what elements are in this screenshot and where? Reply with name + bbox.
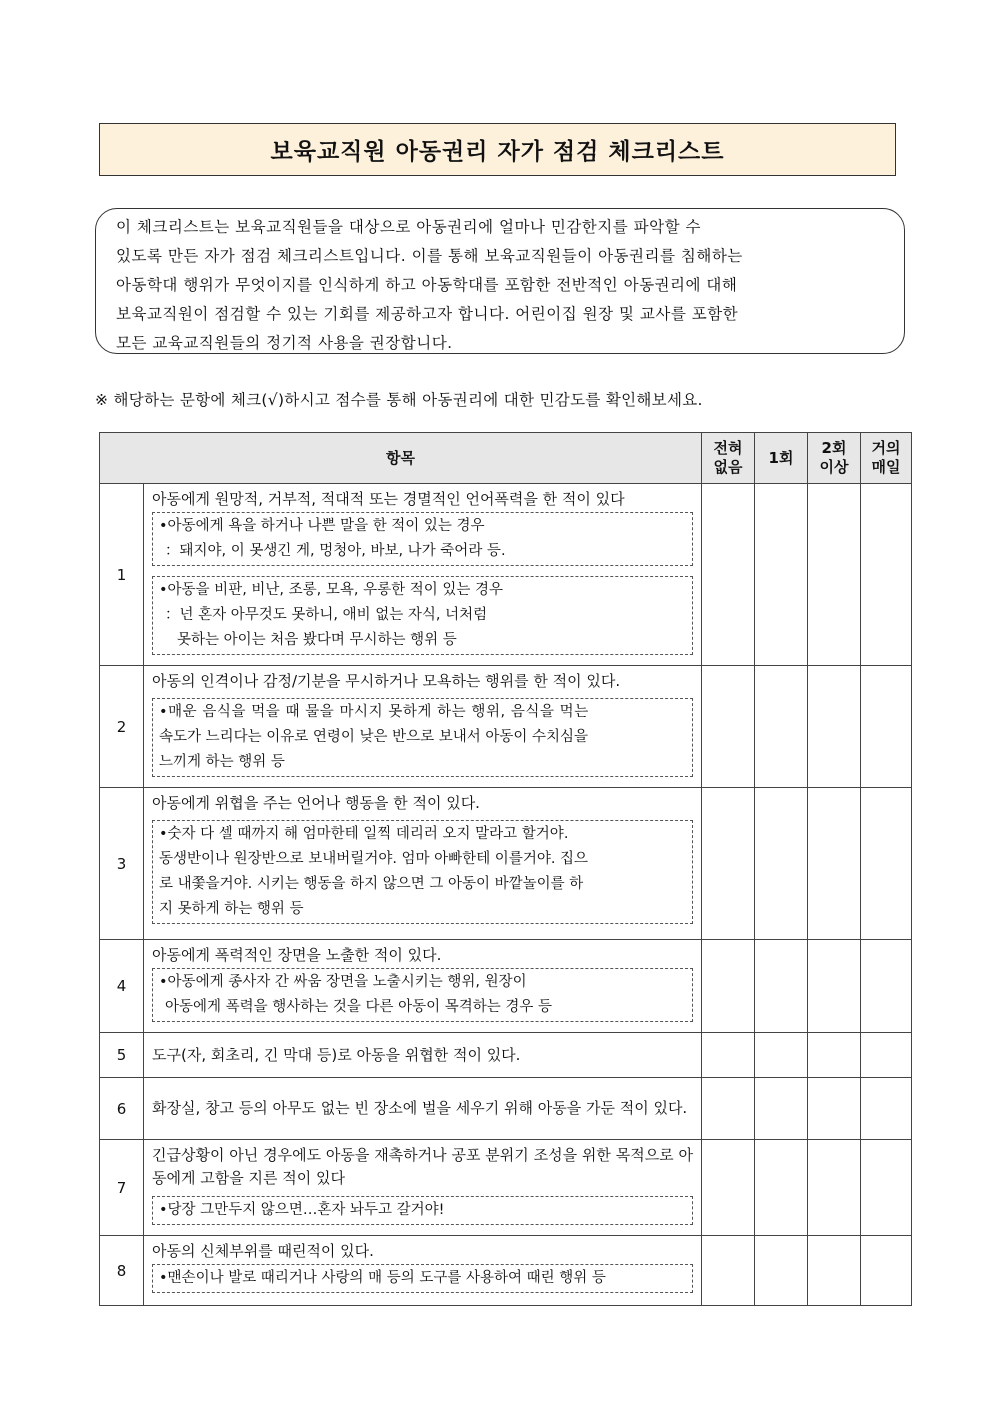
- row-main-text: 아동에게 원망적, 거부적, 적대적 또는 경멸적인 언어폭력을 한 적이 있다: [152, 490, 625, 508]
- table-row: [100, 1140, 912, 1236]
- example-line: •아동에게 욕을 하거나 나쁜 말을 한 적이 있는 경우: [159, 518, 485, 534]
- intro-line: 아동학대 행위가 무엇이지를 인식하게 하고 아동학대를 포함한 전반적인 아동권리에 대해: [116, 276, 738, 294]
- check-daily[interactable]: [861, 788, 912, 940]
- row-number: 6: [100, 1078, 144, 1140]
- header-once: 1회: [755, 433, 808, 484]
- check-twice[interactable]: [808, 666, 861, 788]
- table-row: [100, 788, 912, 940]
- row-example-box: [152, 512, 693, 566]
- check-never[interactable]: [702, 1140, 755, 1236]
- example-line: 아동에게 폭력을 행사하는 것을 다른 아동이 목격하는 경우 등: [165, 999, 553, 1015]
- check-never[interactable]: [702, 788, 755, 940]
- example-line: •당장 그만두지 않으면…혼자 놔두고 갈거야!: [159, 1202, 445, 1218]
- row-item: [144, 1033, 702, 1078]
- example-line: 속도가 느리다는 이유로 연령이 낮은 반으로 보내서 아동이 수치심을: [159, 729, 589, 745]
- check-once[interactable]: [755, 1236, 808, 1306]
- check-daily[interactable]: [861, 1078, 912, 1140]
- example-line: 느끼게 하는 행위 등: [159, 754, 285, 770]
- row-main-text: 화장실, 창고 등의 아무도 없는 빈 장소에 벌을 세우기 위해 아동을 가둔 적이 있다.: [152, 1099, 688, 1117]
- row-main-text: 긴급상황이 아닌 경우에도 아동을 재촉하거나 공포 분위기 조성을 위한 목적으로 아동에게 고함을 지른 적이 있다: [152, 1146, 694, 1187]
- header-item: 항목: [100, 433, 702, 484]
- instruction-notice: ※ 해당하는 문항에 체크(√)하시고 점수를 통해 아동권리에 대한 민감도를 확인해보세요.: [95, 391, 703, 409]
- header-twice: [808, 433, 861, 484]
- row-number: 5: [100, 1033, 144, 1078]
- header-twice-line2: 이상: [819, 458, 849, 476]
- header-never: [702, 433, 755, 484]
- example-line: •아동에게 종사자 간 싸움 장면을 노출시키는 행위, 원장이: [159, 974, 527, 990]
- check-once[interactable]: [755, 484, 808, 666]
- check-daily[interactable]: [861, 940, 912, 1033]
- check-daily[interactable]: [861, 1033, 912, 1078]
- check-once[interactable]: [755, 1033, 808, 1078]
- check-never[interactable]: [702, 1033, 755, 1078]
- example-line: 로 내쫓을거야. 시키는 행동을 하지 않으면 그 아동이 바깥놀이를 하: [159, 876, 584, 892]
- row-item: [144, 1236, 702, 1306]
- table-row: [100, 484, 912, 666]
- check-once[interactable]: [755, 940, 808, 1033]
- check-once[interactable]: [755, 1078, 808, 1140]
- example-line: ：넌 혼자 아무것도 못하니, 애비 없는 자식, 너처럼: [165, 607, 488, 623]
- table-row: [100, 1078, 912, 1140]
- check-twice[interactable]: [808, 1236, 861, 1306]
- check-daily[interactable]: [861, 484, 912, 666]
- check-twice[interactable]: [808, 1140, 861, 1236]
- row-number: 4: [100, 940, 144, 1033]
- header-daily: [861, 433, 912, 484]
- header-daily-line1: 거의: [871, 439, 901, 457]
- row-main-text: 아동의 신체부위를 때린적이 있다.: [152, 1242, 374, 1260]
- table-row: [100, 1033, 912, 1078]
- check-twice[interactable]: [808, 940, 861, 1033]
- table-row: [100, 1236, 912, 1306]
- row-number: 2: [100, 666, 144, 788]
- example-line: •아동을 비판, 비난, 조롱, 모욕, 우롱한 적이 있는 경우: [159, 582, 504, 598]
- row-main-text: 아동의 인격이나 감정/기분을 무시하거나 모욕하는 행위를 한 적이 있다.: [152, 672, 621, 690]
- example-line: ：돼지야, 이 못생긴 게, 멍청아, 바보, 나가 죽어라 등.: [165, 543, 506, 559]
- row-main-text: 아동에게 폭력적인 장면을 노출한 적이 있다.: [152, 946, 442, 964]
- row-example-box: [152, 698, 693, 777]
- intro-line: 모든 교육교직원들의 정기적 사용을 권장합니다.: [116, 334, 453, 352]
- row-item: [144, 788, 702, 940]
- check-twice[interactable]: [808, 1033, 861, 1078]
- header-row: [100, 433, 912, 484]
- check-twice[interactable]: [808, 484, 861, 666]
- check-twice[interactable]: [808, 788, 861, 940]
- row-example-box: [152, 576, 693, 655]
- row-main-text: 도구(자, 회초리, 긴 막대 등)로 아동을 위협한 적이 있다.: [152, 1046, 521, 1064]
- row-number: 1: [100, 484, 144, 666]
- intro-box: [95, 208, 905, 354]
- row-example-box: [152, 1196, 693, 1225]
- row-item: [144, 1140, 702, 1236]
- check-never[interactable]: [702, 1236, 755, 1306]
- row-item: [144, 666, 702, 788]
- example-line: •매운 음식을 먹을 때 물을 마시지 못하게 하는 행위, 음식을 먹는: [159, 704, 589, 720]
- intro-line: 있도록 만든 자가 점검 체크리스트입니다. 이를 통해 보육교직원들이 아동권리를 침해하는: [116, 247, 743, 265]
- check-daily[interactable]: [861, 666, 912, 788]
- table-row: [100, 666, 912, 788]
- document-title-box: [99, 123, 896, 176]
- header-twice-line1: 2회: [821, 439, 847, 457]
- example-line: 지 못하게 하는 행위 등: [159, 901, 304, 917]
- row-number: 8: [100, 1236, 144, 1306]
- check-never[interactable]: [702, 940, 755, 1033]
- document-title: 보육교직원 아동권리 자가 점검 체크리스트: [270, 139, 725, 165]
- check-once[interactable]: [755, 666, 808, 788]
- example-line: 못하는 아이는 처음 봤다며 무시하는 행위 등: [177, 632, 457, 648]
- header-daily-line2: 매일: [871, 458, 901, 476]
- row-example-box: [152, 968, 693, 1022]
- example-line: •맨손이나 발로 때리거나 사랑의 매 등의 도구를 사용하여 때린 행위 등: [159, 1270, 606, 1286]
- check-twice[interactable]: [808, 1078, 861, 1140]
- checklist-table: [99, 432, 912, 1306]
- table-row: [100, 940, 912, 1033]
- example-line: •숫자 다 셀 때까지 해 엄마한테 일찍 데리러 오지 말라고 할거야.: [159, 826, 569, 842]
- header-never-line2: 없음: [713, 458, 743, 476]
- intro-line: 이 체크리스트는 보육교직원들을 대상으로 아동권리에 얼마나 민감한지를 파악할 수: [116, 218, 701, 236]
- row-item: [144, 484, 702, 666]
- row-number: 7: [100, 1140, 144, 1236]
- row-item: [144, 1078, 702, 1140]
- check-never[interactable]: [702, 666, 755, 788]
- example-line: 동생반이나 원장반으로 보내버릴거야. 엄마 아빠한테 이를거야. 집으: [159, 851, 589, 867]
- row-example-box: [152, 1264, 693, 1293]
- row-main-text: 아동에게 위협을 주는 언어나 행동을 한 적이 있다.: [152, 794, 480, 812]
- check-daily[interactable]: [861, 1236, 912, 1306]
- check-once[interactable]: [755, 788, 808, 940]
- check-never[interactable]: [702, 484, 755, 666]
- check-daily[interactable]: [861, 1140, 912, 1236]
- row-example-box: [152, 820, 693, 924]
- header-never-line1: 전혀: [713, 439, 743, 457]
- check-once[interactable]: [755, 1140, 808, 1236]
- row-item: [144, 940, 702, 1033]
- check-never[interactable]: [702, 1078, 755, 1140]
- intro-line: 보육교직원이 점검할 수 있는 기회를 제공하고자 합니다. 어린이집 원장 및 교사를 포함한: [116, 305, 739, 323]
- row-number: 3: [100, 788, 144, 940]
